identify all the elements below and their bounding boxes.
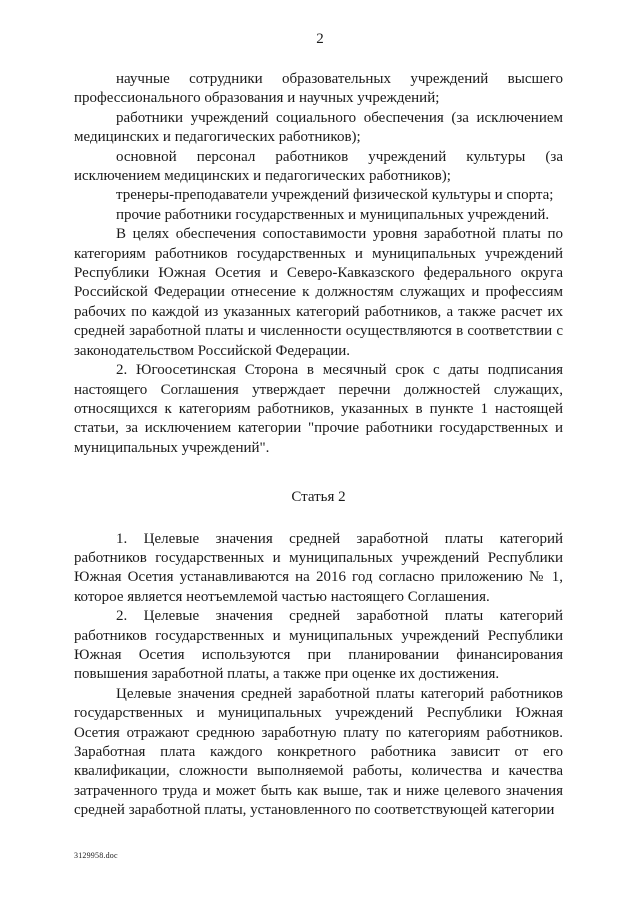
file-name-footer: 3129958.doc xyxy=(74,851,118,860)
article-heading: Статья 2 xyxy=(291,489,346,506)
paragraph: Целевые значения средней заработной платы категорий работников государственных и муниципальных учреждений Республики Южная Осетия отражают среднюю заработную плату по категориям работников. Заработная плата каждого конкретного работника зависит от его квалификации, сложности выполняемой работы, количества и качества затраченного труда и может быть как выше, так и ниже целевого значения средней заработной платы, установленного по соответствующей категории xyxy=(74,685,563,819)
paragraph: работники учреждений социального обеспечения (за исключением медицинских и педагогических работников); xyxy=(74,109,563,146)
paragraph: прочие работники государственных и муниципальных учреждений. xyxy=(116,206,550,223)
paragraph: 2. Целевые значения средней заработной платы категорий работников государственных и муниципальных учреждений Республики Южная Осетия используются при планировании финансирования повышения заработной платы, а также при оценке их достижения. xyxy=(74,608,563,683)
paragraph: научные сотрудники образовательных учреждений высшего профессионального образования и научных учреждений; xyxy=(74,71,563,107)
paragraph: В целях обеспечения сопоставимости уровня заработной платы по категориям работников государственных и муниципальных учреждений Республики Южная Осетия и Северо-Кавказского федерального округа Российской Федерации отнесение к должностям служащих и профессиям рабочих по каждой из указанных категорий работников, а также расчет их средней заработной платы и численности осуществляются в соответствии с законодательством Российской Федерации. xyxy=(74,226,563,359)
page-number: 2 xyxy=(316,31,324,47)
paragraph: основной персонал работников учреждений культуры (за исключением медицинских и педагогических работников); xyxy=(74,148,563,185)
document-body xyxy=(74,70,563,821)
paragraph: 2. Югоосетинская Сторона в месячный срок с даты подписания настоящего Соглашения утверждает перечни должностей служащих, относящихся к категориям работников, указанных в пункте 1 настоящей статьи, за исключением категории "прочие работники государственных и муниципальных учреждений". xyxy=(74,362,563,456)
paragraph: тренеры-преподаватели учреждений физической культуры и спорта; xyxy=(116,187,554,204)
paragraph: 1. Целевые значения средней заработной платы категорий работников государственных и муниципальных учреждений Республики Южная Осетия устанавливаются на 2016 год согласно приложению № 1, которое является неотъемлемой частью настоящего Соглашения. xyxy=(74,530,563,605)
